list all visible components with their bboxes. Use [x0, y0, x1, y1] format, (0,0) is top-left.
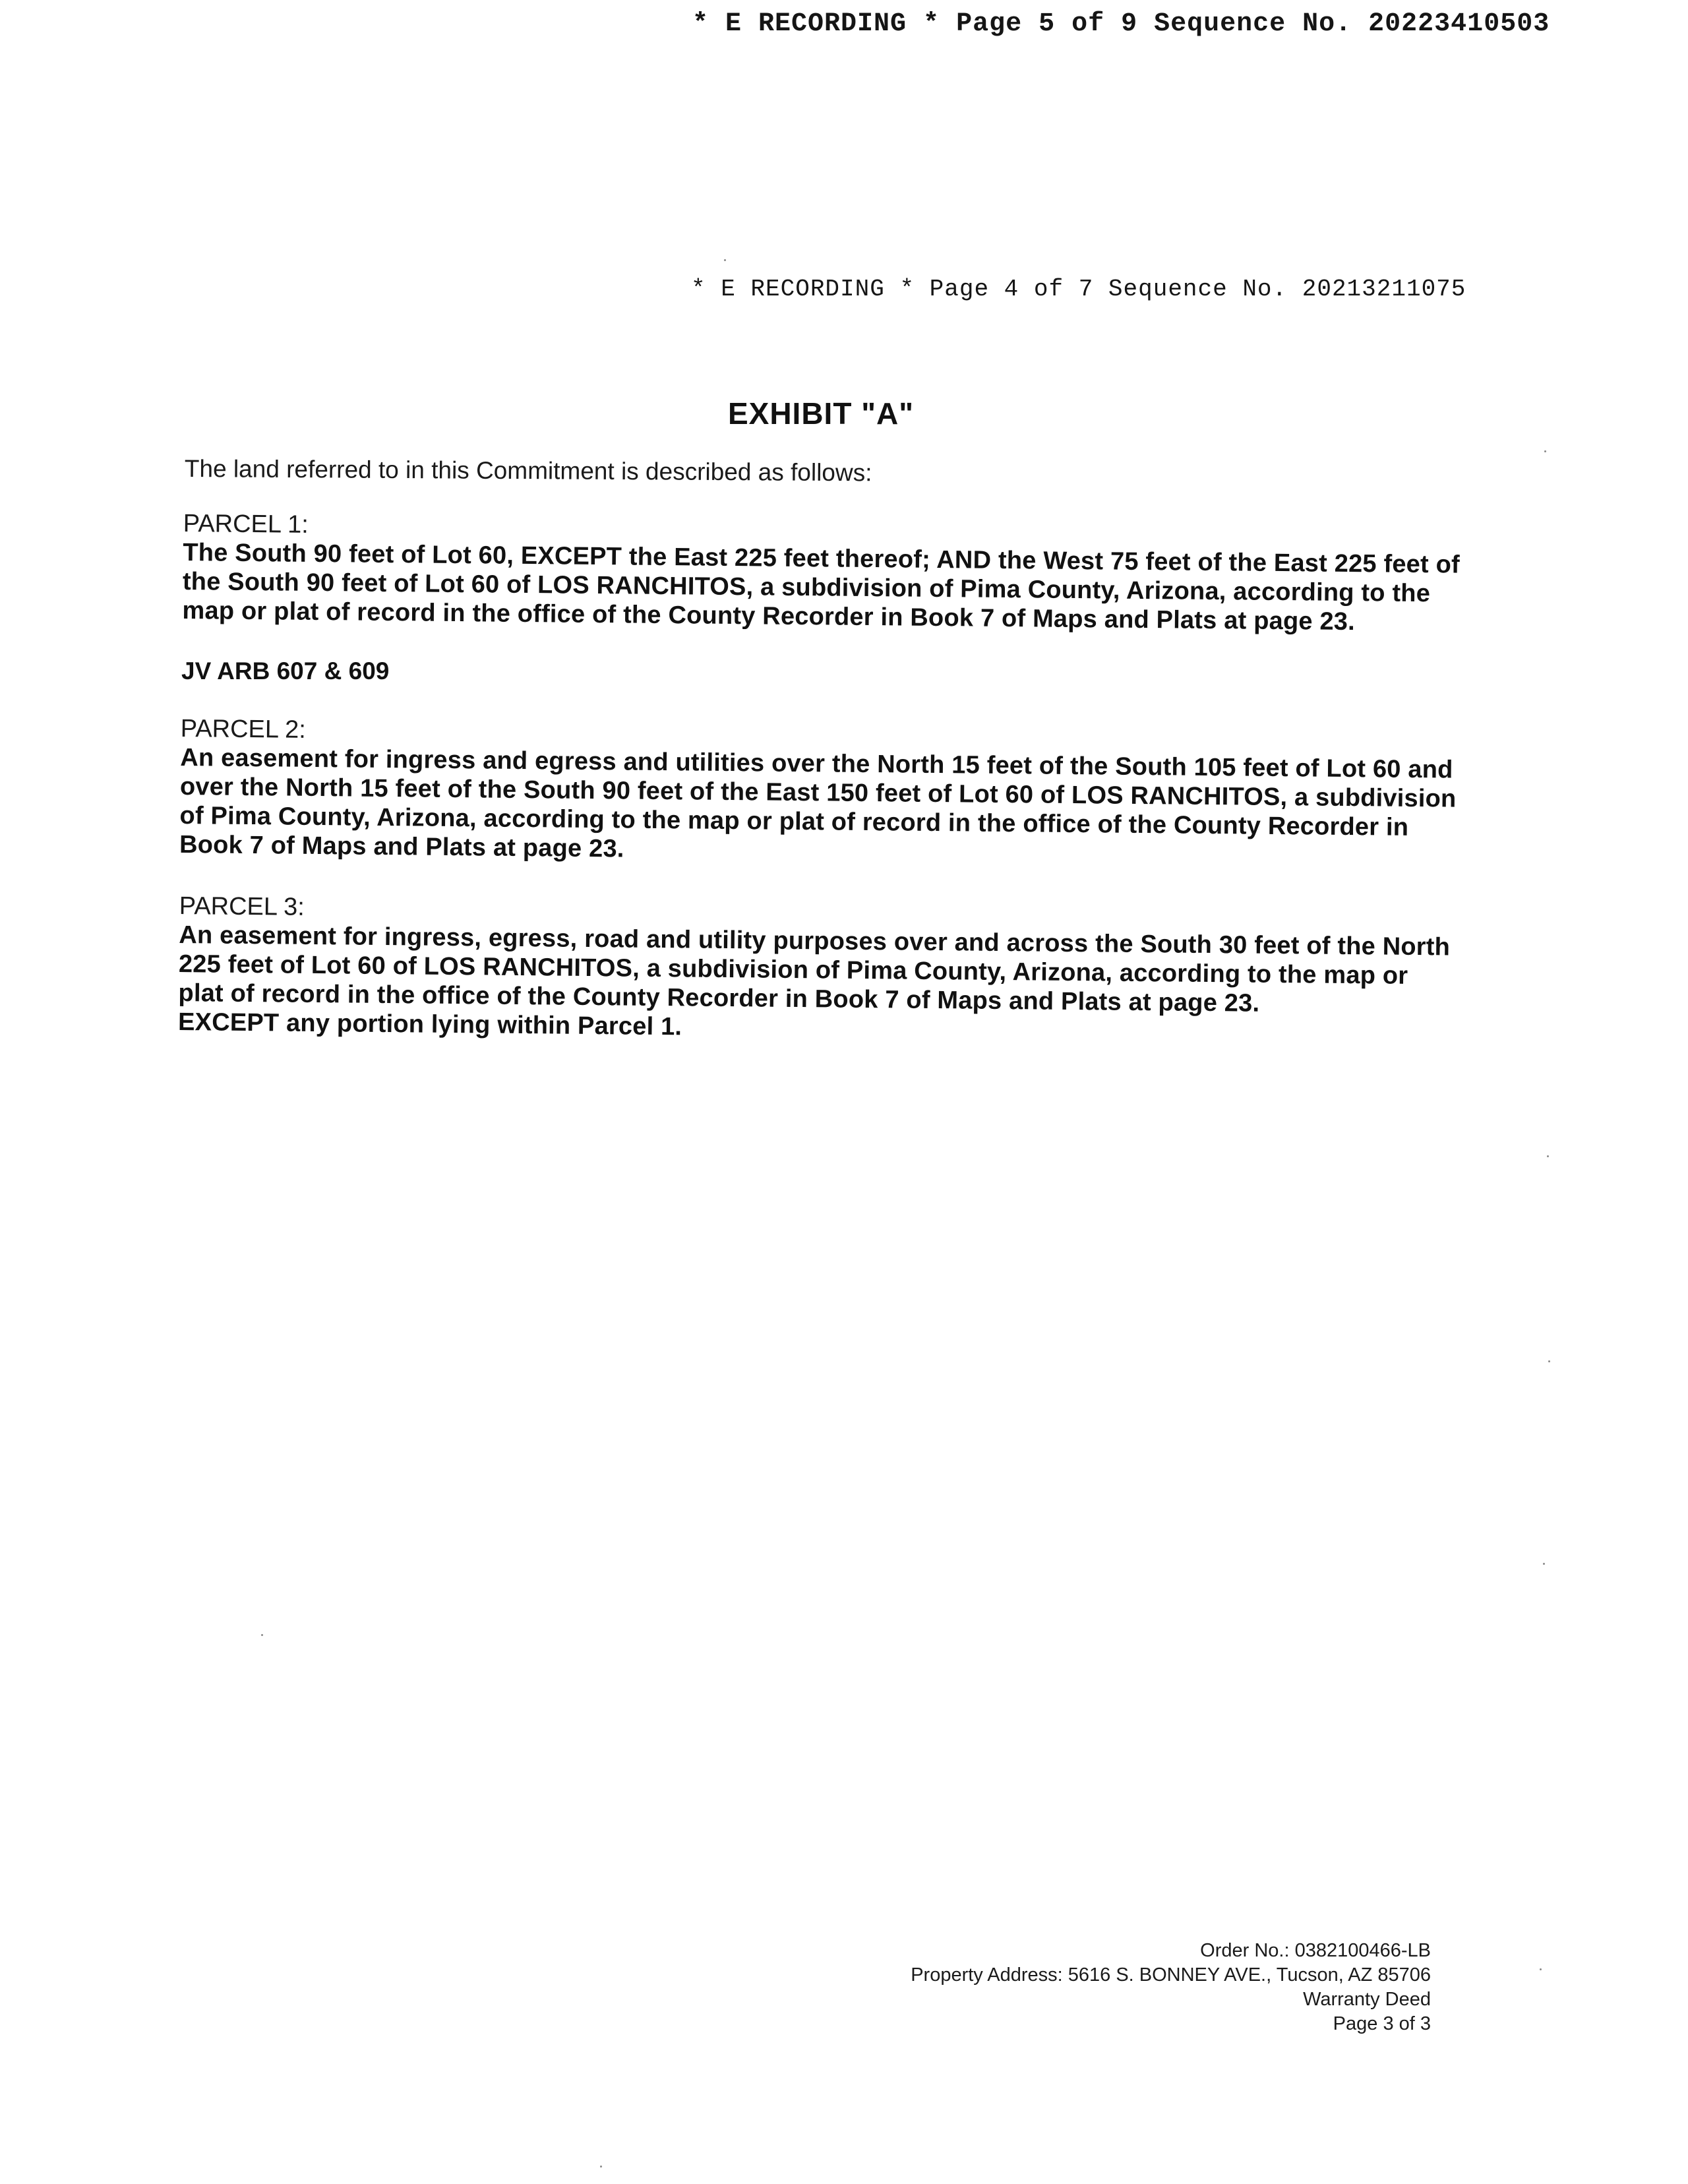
document-type: Warranty Deed	[1303, 1989, 1431, 2010]
scan-speck	[600, 2166, 602, 2168]
order-number: Order No.: 0382100466-LB	[1200, 1940, 1431, 1961]
parcel-2	[179, 714, 1460, 872]
recording-stamp-second: * E RECORDING * Page 4 of 7 Sequence No. 20213211075	[691, 276, 1466, 303]
parcel-2-description: An easement for ingress and egress and utilities over the North 15 feet of the South 105 feet of Lot 60 and over the North 15 feet of the South 90 feet of the East 150 feet of Lot 60 of LOS RANCHITOS, a subdivision of Pima County, Arizona, according to the map or plat of record in the office of the County Recorder in Book 7 of Maps and Plats at page 23.	[179, 743, 1457, 863]
parcel-2-heading: PARCEL 2:	[180, 715, 307, 744]
parcel-3	[178, 892, 1459, 1049]
scan-speck	[724, 259, 726, 261]
parcel-3-exception: EXCEPT any portion lying within Parcel 1.	[177, 1008, 682, 1041]
jv-reference: JV ARB 607 & 609	[181, 657, 390, 684]
page-number: Page 3 of 3	[1333, 2013, 1431, 2034]
parcel-1	[182, 509, 1462, 638]
exhibit-intro: The land referred to in this Commitment is described as follows:	[184, 455, 872, 487]
scan-speck	[1543, 1563, 1545, 1565]
scan-speck	[261, 1634, 263, 1636]
parcel-1-description: The South 90 feet of Lot 60, EXCEPT the East 225 feet thereof; AND the West 75 feet of the East 225 feet of the South 90 feet of Lot 60 of LOS RANCHITOS, a subdivision of Pima County, Arizona, according to the map or plat of record in the office of the County Recorder in Book 7 of Maps and Plats at page 23.	[182, 538, 1461, 636]
scan-speck	[1548, 1360, 1550, 1362]
property-address: Property Address: 5616 S. BONNEY AVE., Tucson, AZ 85706	[911, 1964, 1431, 1986]
scan-speck	[1544, 450, 1546, 452]
exhibit-title: EXHIBIT "A"	[727, 396, 915, 431]
parcel-3-heading: PARCEL 3:	[179, 892, 305, 921]
parcel-1-heading: PARCEL 1:	[183, 509, 309, 539]
recording-stamp-top: * E RECORDING * Page 5 of 9 Sequence No. 20223410503	[692, 9, 1550, 39]
scan-speck	[1547, 1155, 1549, 1157]
parcel-3-description: An easement for ingress, egress, road and utility purposes over and across the South 30 feet of the North 225 feet of Lot 60 of LOS RANCHITOS, a subdivision of Pima County, Arizona, according to the map or plat of record in the office of the County Recorder in Book 7 of Maps and Plats at page 23.	[178, 921, 1451, 1017]
document-footer	[911, 1939, 1431, 2036]
scan-speck	[1540, 1968, 1542, 1970]
